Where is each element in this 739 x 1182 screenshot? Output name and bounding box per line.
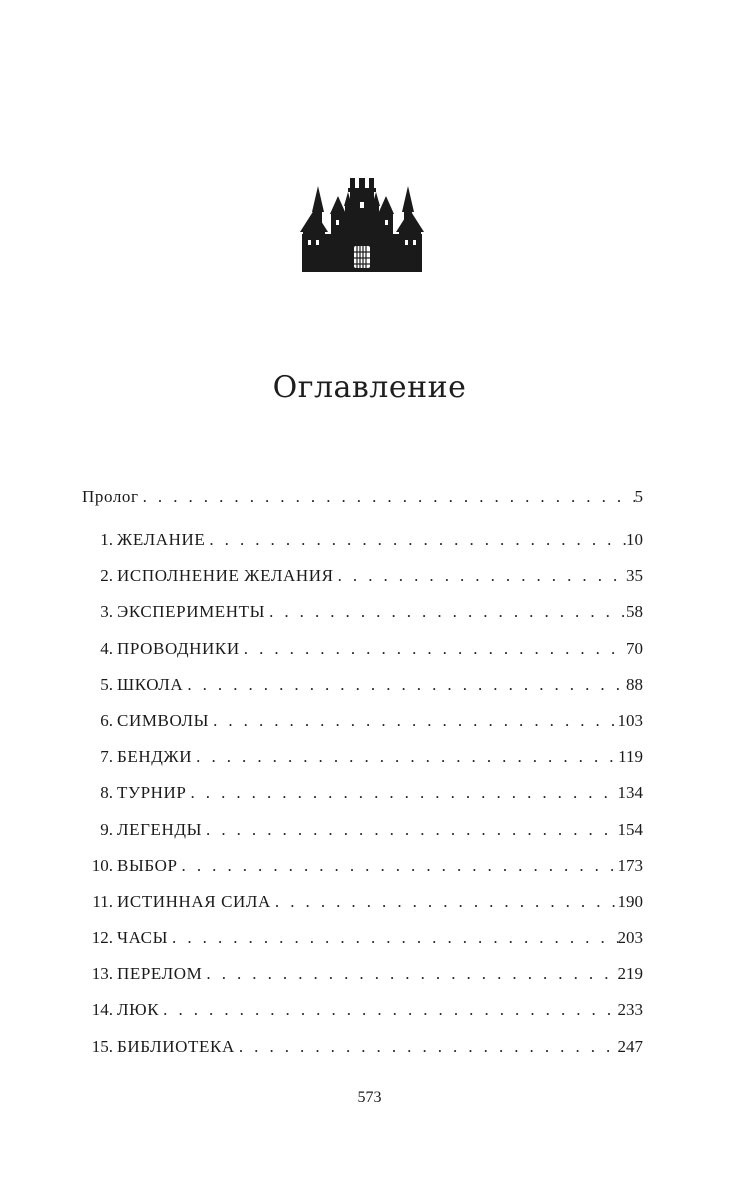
- toc-entry-title: ИСПОЛНЕНИЕ ЖЕЛАНИЯ: [117, 566, 334, 586]
- toc-entry-page: 70: [626, 638, 643, 658]
- toc-entry-title: ТУРНИР: [117, 783, 187, 803]
- chapter-number: 14.: [91, 1000, 113, 1020]
- chapter-number: 1.: [100, 530, 113, 549]
- toc-entry-page: 119: [618, 747, 643, 767]
- toc-entry[interactable]: [82, 1000, 643, 1036]
- toc-entry-page: 134: [617, 783, 643, 803]
- chapter-number: 11.: [92, 891, 113, 911]
- toc-entry-prologue[interactable]: [82, 487, 643, 530]
- page-number: 573: [357, 1089, 382, 1106]
- toc-entry-title: ИСТИННАЯ СИЛА: [117, 891, 271, 911]
- dot-leader: [186, 783, 617, 803]
- chapter-number: 3.: [100, 602, 113, 622]
- chapter-number: 5.: [100, 674, 113, 694]
- toc-heading: Оглавление: [272, 370, 467, 405]
- dot-leader: [209, 711, 617, 731]
- toc-entry-title: ЛЮК: [117, 1000, 160, 1020]
- chapter-number: 2.: [100, 566, 113, 586]
- chapter-number: 13.: [91, 964, 113, 984]
- toc-entry[interactable]: [82, 566, 643, 602]
- dot-leader: [202, 964, 617, 984]
- toc-entry[interactable]: [82, 602, 643, 638]
- dot-leader: [183, 675, 626, 695]
- dot-leader: [202, 820, 617, 840]
- toc-entry-title: ЧАСЫ: [117, 928, 169, 948]
- chapter-number: 4.: [100, 638, 113, 658]
- toc-entry[interactable]: [82, 820, 643, 856]
- chapter-number: 6.: [100, 710, 113, 730]
- toc-entry[interactable]: [82, 964, 643, 1000]
- dot-leader: [271, 892, 618, 912]
- toc-entry-title: ЛЕГЕНДЫ: [117, 819, 203, 839]
- dot-leader: [178, 856, 618, 876]
- toc-entry-page: 35: [626, 566, 643, 586]
- dot-leader: [139, 487, 635, 507]
- dot-leader: [205, 530, 626, 550]
- toc-entry-page: 154: [617, 819, 643, 839]
- toc-entry-title: БЕНДЖИ: [117, 747, 193, 767]
- chapter-number: 7.: [100, 747, 113, 767]
- toc-entry[interactable]: [82, 675, 643, 711]
- toc-entry-page: 173: [617, 855, 643, 875]
- dot-leader: [235, 1037, 618, 1057]
- toc-entry-title: ВЫБОР: [117, 855, 178, 875]
- toc-entry[interactable]: [82, 1037, 643, 1073]
- toc-entry-page: 10: [626, 530, 643, 549]
- toc-entry-title: БИБЛИОТЕКА: [117, 1036, 235, 1056]
- dot-leader: [192, 747, 618, 767]
- toc-entry-page: 190: [617, 891, 643, 911]
- toc-entry-title: ЖЕЛАНИЕ: [117, 530, 206, 549]
- toc-entry[interactable]: [82, 747, 643, 783]
- chapter-number: 9.: [100, 819, 113, 839]
- toc-entry[interactable]: [82, 530, 643, 566]
- toc-entry[interactable]: [82, 892, 643, 928]
- castle-icon: [298, 174, 426, 274]
- toc-entry-title: ШКОЛА: [117, 674, 184, 694]
- chapter-number: 12.: [91, 928, 113, 948]
- toc-entry-title: ЭКСПЕРИМЕНТЫ: [117, 602, 266, 622]
- toc-entry-page: 247: [617, 1036, 643, 1056]
- toc-entry[interactable]: [82, 639, 643, 675]
- toc-entry-page: 58: [626, 602, 643, 622]
- table-of-contents: [82, 487, 643, 1073]
- chapter-number: 15.: [91, 1036, 113, 1056]
- toc-entry-title: ПРОВОДНИКИ: [117, 638, 240, 658]
- toc-entry-page: 203: [617, 928, 643, 948]
- toc-entry[interactable]: [82, 711, 643, 747]
- dot-leader: [159, 1000, 617, 1020]
- toc-entry-page: 219: [617, 964, 643, 984]
- toc-entry-title: СИМВОЛЫ: [117, 710, 210, 730]
- toc-entry[interactable]: [82, 783, 643, 819]
- toc-entry-page: 103: [617, 710, 643, 730]
- toc-entry-page: 5: [634, 487, 643, 506]
- chapter-number: 8.: [100, 783, 113, 803]
- toc-entry-page: 233: [617, 1000, 643, 1020]
- toc-entry-page: 88: [626, 674, 643, 694]
- dot-leader: [168, 928, 617, 948]
- toc-entry[interactable]: [82, 928, 643, 964]
- toc-entry-title: ПЕРЕЛОМ: [117, 964, 203, 984]
- toc-entry-title: Пролог: [82, 487, 139, 506]
- chapter-number: 10.: [91, 855, 113, 875]
- dot-leader: [265, 602, 626, 622]
- toc-entry[interactable]: [82, 856, 643, 892]
- dot-leader: [334, 566, 626, 586]
- dot-leader: [240, 639, 626, 659]
